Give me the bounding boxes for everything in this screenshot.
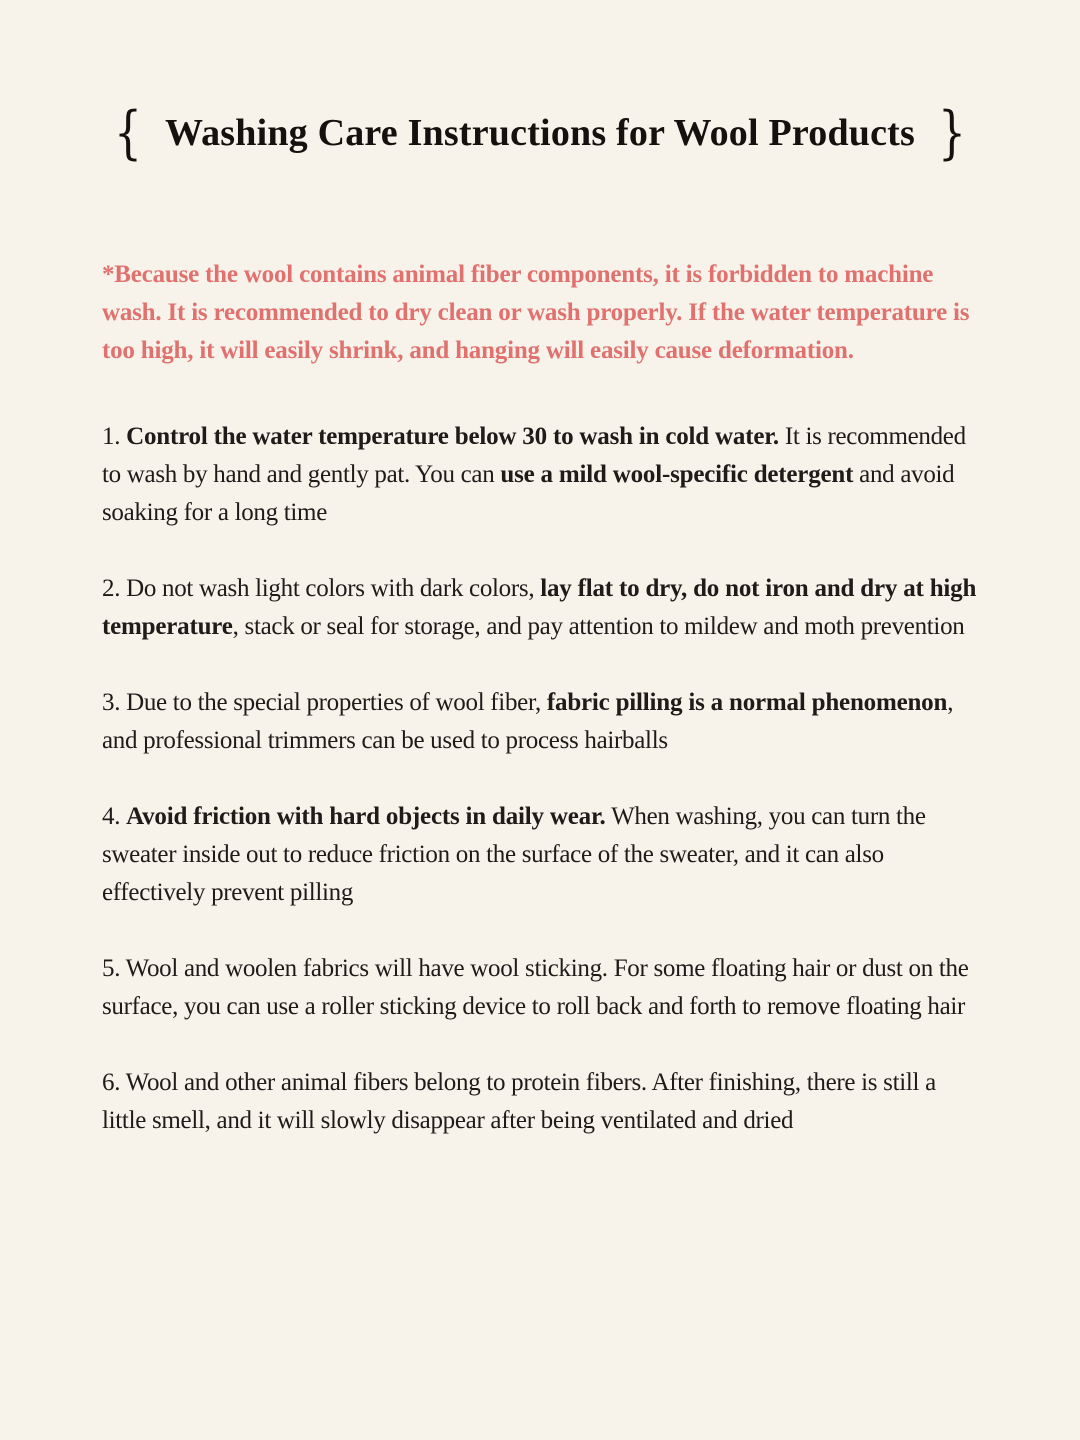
text-segment: 1. (102, 423, 127, 450)
text-segment: 4. (102, 803, 127, 830)
instruction-item-4 (102, 798, 978, 912)
warning-note: *Because the wool contains animal fiber components, it is forbidden to machine wash. It is recommended to dry clean or wash properly. If the water temperature is too high, it will easily shrink, and hanging will easily cause deformation. (102, 261, 970, 364)
text-segment-bold: Control the water temperature below 30 to wash in cold water. (126, 423, 779, 450)
text-segment: When washing, you can turn the sweater inside out to reduce friction on the surface of the sweater, and it can also effectively prevent pilling (102, 803, 926, 906)
instruction-item-6 (102, 1064, 978, 1140)
instruction-item-5 (102, 950, 978, 1026)
text-segment: , and professional trimmers can be used to process hairballs (102, 689, 954, 754)
text-segment: , stack or seal for storage, and pay attention to mildew and moth prevention (232, 613, 965, 640)
instruction-item-1 (102, 418, 978, 532)
text-segment: 6. Wool and other animal fibers belong to protein fibers. After finishing, there is still a little smell, and it will slowly disappear after being ventilated and dried (102, 1069, 936, 1134)
left-brace-decoration: { (114, 100, 142, 167)
instruction-item-2 (102, 570, 978, 646)
text-segment: 5. Wool and woolen fabrics will have wool sticking. For some floating hair or dust on the surface, you can use a roller sticking device to roll back and forth to remove floating hair (102, 955, 969, 1020)
text-segment: and avoid soaking for a long time (102, 461, 955, 526)
text-segment: 2. Do not wash light colors with dark colors, (102, 575, 541, 602)
text-segment: It is recommended to wash by hand and gently pat. You can (102, 423, 966, 488)
instructions-list (102, 418, 978, 1140)
right-brace-decoration: } (937, 100, 966, 167)
text-segment-bold: use a mild wool-specific detergent (500, 461, 854, 488)
text-segment-bold: Avoid friction with hard objects in daily wear. (126, 803, 606, 830)
instruction-item-3 (102, 684, 978, 760)
page-header (102, 0, 978, 167)
text-segment-bold: fabric pilling is a normal phenomenon (546, 689, 948, 716)
text-segment: 3. Due to the special properties of wool fiber, (102, 689, 547, 716)
page-title: Washing Care Instructions for Wool Products (164, 112, 916, 155)
text-segment-bold: lay flat to dry, do not iron and dry at high temperature (102, 575, 977, 640)
